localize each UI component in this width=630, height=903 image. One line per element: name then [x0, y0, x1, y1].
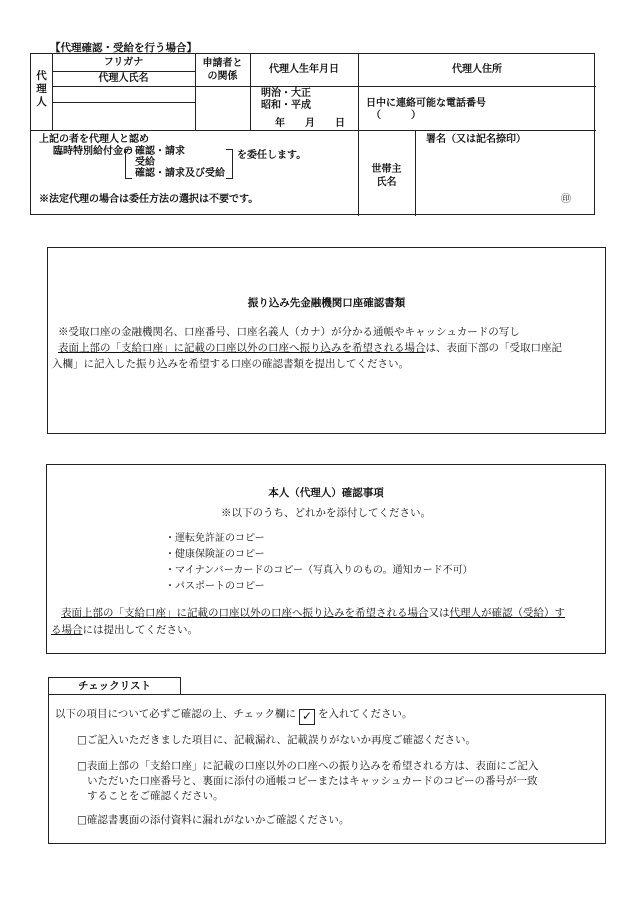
identity-item: ・マイナンバーカードのコピー（写真入りのもの。通知カード不可）: [165, 565, 473, 576]
signature-label: 署名（又は記名捺印）: [426, 134, 526, 145]
check-mark-icon: ✓: [299, 709, 315, 725]
table-divider: [195, 86, 596, 87]
account-line-2: [58, 340, 562, 356]
proxy-side-label: [31, 70, 52, 109]
identity-line-1-underlined-b: 代理人が確認（受給）す: [449, 607, 565, 619]
household-head-label: [358, 164, 415, 189]
side-label-char: 代: [36, 70, 47, 82]
account-line-2-rest: は、表面下部の「受取口座記: [425, 342, 562, 354]
identity-item: ・健康保険証のコピー: [165, 549, 265, 560]
proxy-name-field[interactable]: [52, 103, 195, 130]
identity-item: ・パスポートのコピー: [165, 581, 265, 592]
checklist-item-2-line-1[interactable]: □表面上部の「支給口座」に記載の口座以外の口座への振り込みを希望される方は、表面にご記入: [77, 760, 539, 772]
proxy-section-title: 【代理確認・受給を行う場合】: [50, 42, 197, 54]
account-line-1: ※受取口座の金融機関名、口座番号、口座名義人（カナ）が分かる通帳やキャッシュカードの写し: [58, 326, 520, 338]
checklist-item-1[interactable]: □ご記入いただきました項目に、記載漏れ、記載誤りがないか再度ご確認ください。: [77, 734, 477, 746]
address-label: 代理人住所: [452, 64, 502, 75]
relation-field[interactable]: [195, 87, 250, 130]
left-bracket: [125, 149, 132, 179]
identity-line-2-rest: には提出してください。: [82, 624, 198, 636]
head-label-line: 氏名: [376, 176, 397, 188]
proxy-table: [30, 53, 595, 215]
identity-line-1: [61, 605, 565, 621]
relation-label-line: 申請者と: [202, 58, 243, 69]
era-options-2[interactable]: 昭和・平成: [261, 100, 311, 111]
phone-field[interactable]: （ ）: [371, 110, 421, 121]
account-line-3: 入欄」に記入した振り込みを希望する口座の確認書類を提出してください。: [52, 358, 409, 370]
authorize-text-3: を委任します。: [237, 150, 307, 161]
authorize-text-2: 臨時特別給付金の: [53, 146, 133, 157]
identity-line-1-mid: 又は: [428, 607, 450, 619]
account-line-2-underlined: 表面上部の「支給口座」に記載の口座以外の口座へ振り込みを希望される場合: [58, 342, 426, 354]
checklist-item-3[interactable]: □確認書裏面の添付資料に漏れがないかご確認ください。: [77, 814, 350, 826]
checklist-item-2-line-3: することをご確認ください。: [87, 790, 224, 802]
checklist-tab: チェックリスト: [48, 677, 181, 695]
table-divider: [52, 71, 195, 72]
checklist-intro: [55, 706, 412, 725]
identity-subtitle: ※以下のうち、どれかを添付してください。: [221, 507, 431, 519]
account-document-box: [47, 247, 606, 434]
legal-proxy-note: ※法定代理の場合は委任方法の選択は不要です。: [39, 194, 259, 205]
seal-mark: ㊞: [561, 194, 571, 205]
option-receive[interactable]: 受給: [135, 157, 155, 168]
table-divider: [415, 130, 596, 131]
birth-ymd[interactable]: 年 月 日: [275, 118, 345, 129]
identity-box-title: 本人（代理人）確認事項: [268, 487, 384, 499]
proxy-name-label: 代理人氏名: [98, 73, 149, 84]
identity-item: ・運転免許証のコピー: [165, 533, 265, 544]
birth-date-label: 代理人生年月日: [269, 64, 339, 75]
identity-line-2-underlined: る場合: [51, 624, 83, 636]
option-both[interactable]: 確認・請求及び受給: [135, 168, 225, 179]
account-box-title: 振り込み先金融機関口座確認書類: [247, 297, 406, 309]
furigana-label: フリガナ: [103, 57, 144, 68]
relation-label-line: の関係: [207, 70, 238, 82]
right-bracket: [226, 149, 233, 179]
head-label-line: 世帯主: [371, 164, 402, 175]
authorize-text-1: 上記の者を代理人と認め: [39, 134, 149, 145]
side-label-char: 理: [36, 83, 47, 96]
era-options-1[interactable]: 明治・大正: [261, 88, 311, 99]
phone-label: 日中に連絡可能な電話番号: [366, 98, 486, 109]
furigana-field[interactable]: [52, 87, 195, 102]
checklist-box: [48, 694, 606, 844]
checklist-item-2-line-2: いただいた口座番号と、裏面に添付の通帳コピーまたはキャッシュカードのコピーの番号が一致: [87, 775, 538, 787]
identity-line-2: [51, 622, 198, 638]
checklist-intro-2: を入れてください。: [317, 708, 413, 720]
side-label-char: 人: [36, 96, 47, 109]
identity-line-1-underlined-a: 表面上部の「支給口座」に記載の口座以外の口座へ振り込みを希望される場合: [61, 607, 429, 619]
relation-label: [195, 58, 250, 83]
checklist-intro-1: 以下の項目について必ずご確認の上、チェック欄に: [55, 708, 296, 720]
identity-document-box: [46, 464, 606, 654]
option-confirm-request[interactable]: 確認・請求: [135, 146, 185, 157]
